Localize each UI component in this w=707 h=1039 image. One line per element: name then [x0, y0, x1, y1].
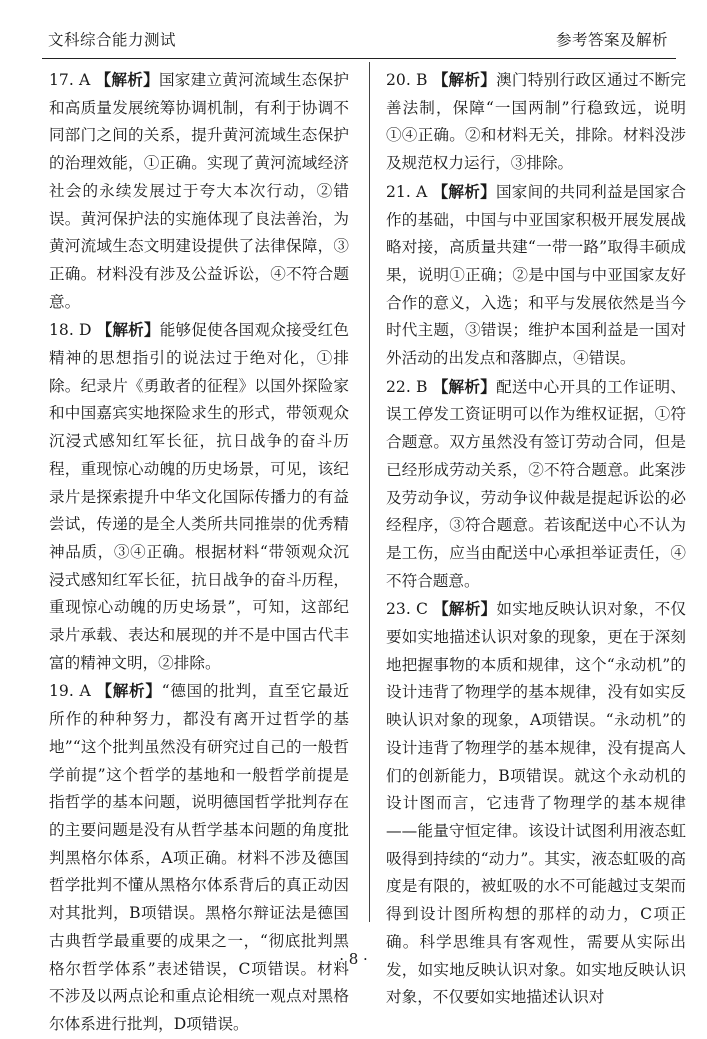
- analysis-tag: 【解析】: [432, 181, 496, 201]
- left-column: [49, 66, 349, 1039]
- analysis-tag: 【解析】: [95, 70, 159, 89]
- answer-text: 国家间的共同利益是国家合作的基础，中国与中亚国家积极开展发展战略对接，高质量共建“一带一路”取得丰硕成果，说明①正确；②是中国与中亚国家友好合作的意义，入选；和平与发展依然是当今时代主题，③错误；维护本国利益是一国对外活动的出发点和落脚点，④错误。: [386, 182, 686, 368]
- answer-number: 22. B: [386, 377, 428, 396]
- right-column: [386, 66, 686, 1012]
- answer-text: 如实地反映认识对象，不仅要如实地描述认识对象的现象，更在于深刻地把握事物的本质和规律，这个“永动机”的设计违背了物理学的基本规律，没有如实反映认识对象的现象，A项错误。“永动机”的设计违背了物理学的基本规律，没有提高人们的创新能力，B项错误。就这个永动机的设计图而言，它违背了物理学的基本规律——能量守恒定律。该设计试图利用液态虹吸得到持续的“动力”。其实，液态虹吸的高度是有限的，被虹吸的水不可能越过支架而得到设计图所构想的那样的动力，C项正确。科学思维具有客观性，需要从实际出发，如实地反映认识对象。如实地反映认识对象，不仅要如实地描述认识对: [386, 600, 686, 1007]
- analysis-tag: 【解析】: [432, 376, 497, 396]
- answer-number: 17. A: [49, 71, 91, 89]
- answer-key-title: 参考答案及解析: [555, 31, 668, 49]
- answer-number: 18. D: [49, 321, 92, 340]
- answer-text: 国家建立黄河流域生态保护和高质量发展统筹协调机制，有利于协调不同部门之间的关系，提升黄河流域生态保护的治理效能，①正确。实现了黄河流域经济社会的永续发展过于夸大本次行动，②错误。黄河保护法的实施体现了良法善治，为黄河流域生态文明建设提供了法律保障，③正确。材料没有涉及公益诉讼，④不符合题意。: [49, 71, 349, 311]
- answer-entry-21: [386, 178, 686, 373]
- answer-text: “德国的批判，直至它最近所作的种种努力，都没有离开过哲学的基地”“这个批判虽然没有研究过自己的一般哲学前提”这个哲学的基地和一般哲学前提是指哲学的基本问题，说明德国哲学批判存在的主要问题是没有从哲学基本问题的角度批判黑格尔体系，A项正确。材料不涉及德国哲学批判不懂从黑格尔体系背后的真正动因对其批判，B项错误。黑格尔辩证法是德国古典哲学最重要的成果之一，“彻底批判黑格尔哲学体系”表述错误，C项错误。材料不涉及以两点论和重点论相统一观点对黑格尔体系进行批判，D项错误。: [49, 682, 349, 1033]
- answer-number: 20. B: [386, 71, 428, 89]
- answer-entry-17: [49, 66, 349, 316]
- analysis-tag: 【解析】: [96, 681, 162, 701]
- answer-text: 配送中心开具的工作证明、误工停发工资证明可以作为维权证据，①符合题意。双方虽然没有签订劳动合同，但是已经形成劳动关系，②不符合题意。此案涉及劳动争议，劳动争议仲裁是提起诉讼的必经程序，③符合题意。若该配送中心不认为是工伤，应当由配送中心承担举证责任，④不符合题意。: [386, 377, 686, 590]
- answer-entry-18: [49, 316, 349, 677]
- answer-text: 能够促使各国观众接受红色精神的思想指引的说法过于绝对化，①排除。纪录片《勇敢者的征程》以国外探险家和中国嘉宾实地探险求生的形式，带领观众沉浸式感知红军长征，抗日战争的奋斗历程，重现惊心动魄的历史场景，可见，该纪录片是探索提升中华文化国际传播力的有益尝试，传递的是全人类所共同推崇的优秀精神品质，③④正确。根据材料“带领观众沉浸式感知红军长征，抗日战争的奋斗历程，重现惊心动魄的历史场景”，可知，这部纪录片承载、表达和展现的并不是中国古代丰富的精神文明，②排除。: [49, 321, 349, 672]
- page-header: [42, 24, 676, 52]
- header-rule: [42, 58, 676, 59]
- analysis-tag: 【解析】: [96, 320, 160, 340]
- answer-number: 23. C: [386, 600, 428, 619]
- page-number: · 8 ·: [339, 950, 368, 968]
- answer-number: 21. A: [386, 182, 428, 201]
- answer-entry-20: [386, 66, 686, 178]
- answer-entry-22: [386, 373, 686, 596]
- analysis-tag: 【解析】: [432, 70, 497, 89]
- analysis-tag: 【解析】: [433, 599, 497, 619]
- column-divider: [369, 62, 370, 922]
- answer-number: 19. A: [49, 682, 91, 701]
- subject-title: 文科综合能力测试: [48, 31, 177, 49]
- answer-entry-19: [49, 677, 349, 1038]
- answer-text: 澳门特别行政区通过不断完善法制，保障“一国两制”行稳致远，说明①④正确。②和材料无关，排除。材料没涉及规范权力运行，③排除。: [386, 71, 686, 173]
